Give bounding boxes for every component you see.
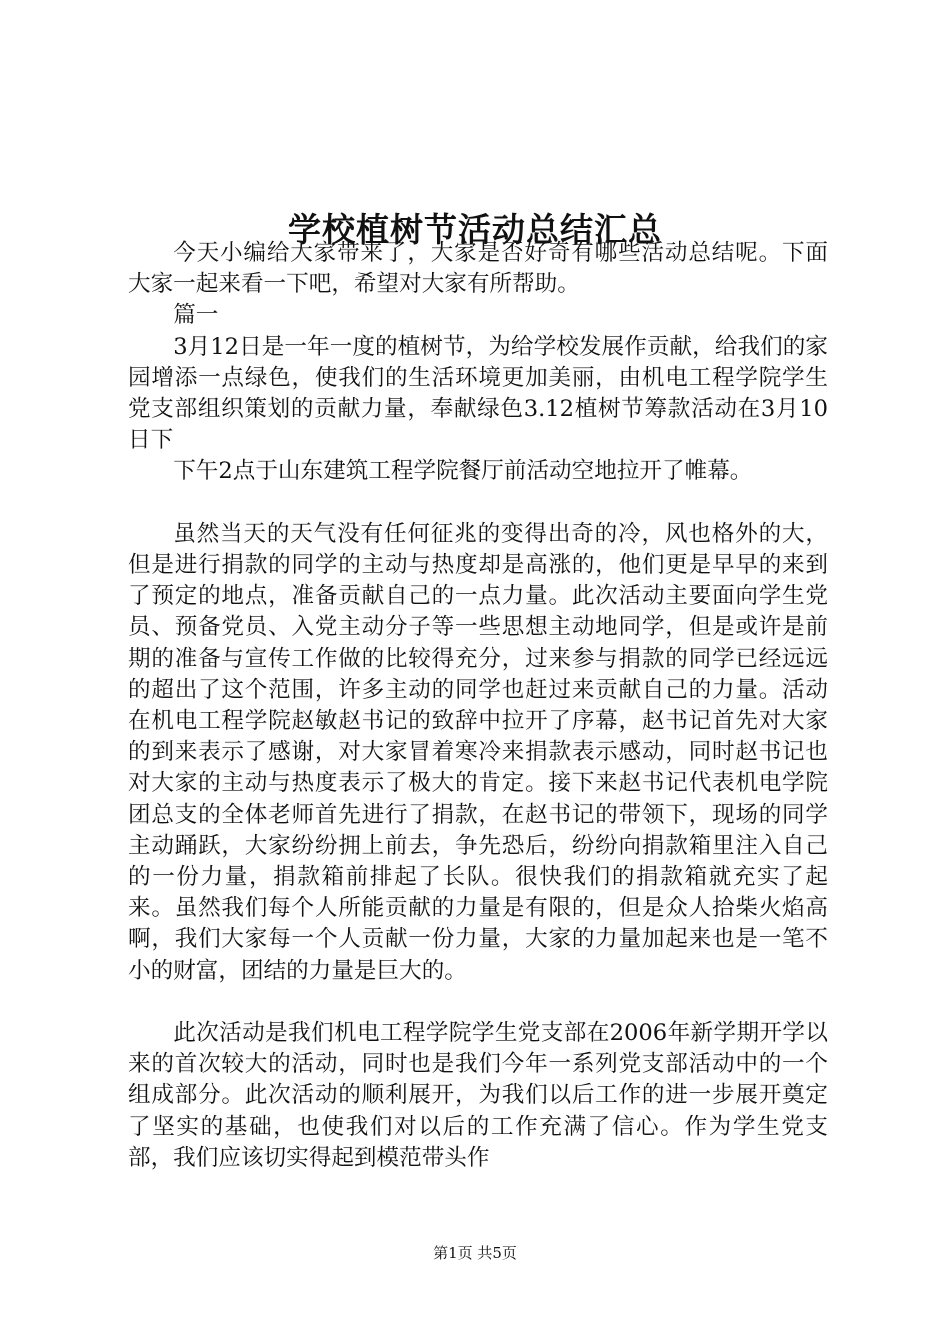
intro-paragraph: 今天小编给大家带来了，大家是否好奇有哪些活动总结呢。下面大家一起来看一下吧，希望对大家有所帮助。 xyxy=(128,240,828,298)
body-paragraph: 3月12日是一年一度的植树节，为给学校发展作贡献，给我们的家园增添一点绿色，使我们的生活环境更加美丽，由机电工程学院学生党支部组织策划的贡献力量，奉献绿色3.12植树节筹款活动在3月10日下 xyxy=(128,333,828,454)
page-footer: 第1页 共5页 xyxy=(433,1244,517,1262)
body-paragraph: 此次活动是我们机电工程学院学生党支部在2006年新学期开学以来的首次较大的活动，同时也是我们今年一系列党支部活动中的一个组成部分。此次活动的顺利展开，为我们以后工作的进一步展开奠定了坚实的基础，也使我们对以后的工作充满了信心。作为学生党支部，我们应该切实得起到模范带头作 xyxy=(128,1020,828,1171)
document-title: 学校植树节活动总结汇总 xyxy=(288,210,662,250)
section-heading: 篇一 xyxy=(173,302,219,329)
document-body xyxy=(128,238,828,1174)
body-paragraph: 下午2点于山东建筑工程学院餐厅前活动空地拉开了帷幕。 xyxy=(173,458,753,485)
body-paragraph: 虽然当天的天气没有任何征兆的变得出奇的冷，风也格外的大，但是进行捐款的同学的主动与热度却是高涨的，他们更是早早的来到了预定的地点，准备贡献自己的一点力量。此次活动主要面向学生党员、预备党员、入党主动分子等一些思想主动地同学，但是或许是前期的准备与宣传工作做的比较得充分，过来参与捐款的同学已经远远的超出了这个范围，许多主动的同学也赶过来贡献自己的力量。活动在机电工程学院赵敏赵书记的致辞中拉开了序幕，赵书记首先对大家的到来表示了感谢，对大家冒着寒冷来捐款表示感动，同时赵书记也对大家的主动与热度表示了极大的肯定。接下来赵书记代表机电学院团总支的全体老师首先进行了捐款，在赵书记的带领下，现场的同学主动踊跃，大家纷纷拥上前去，争先恐后，纷纷向捐款箱里注入自己的一份力量，捐款箱前排起了长队。很快我们的捐款箱就充实了起来。虽然我们每个人所能贡献的力量是有限的，但是众人拾柴火焰高啊，我们大家每一个人贡献一份力量，大家的力量加起来也是一笔不小的财富，团结的力量是巨大的。 xyxy=(128,520,828,984)
